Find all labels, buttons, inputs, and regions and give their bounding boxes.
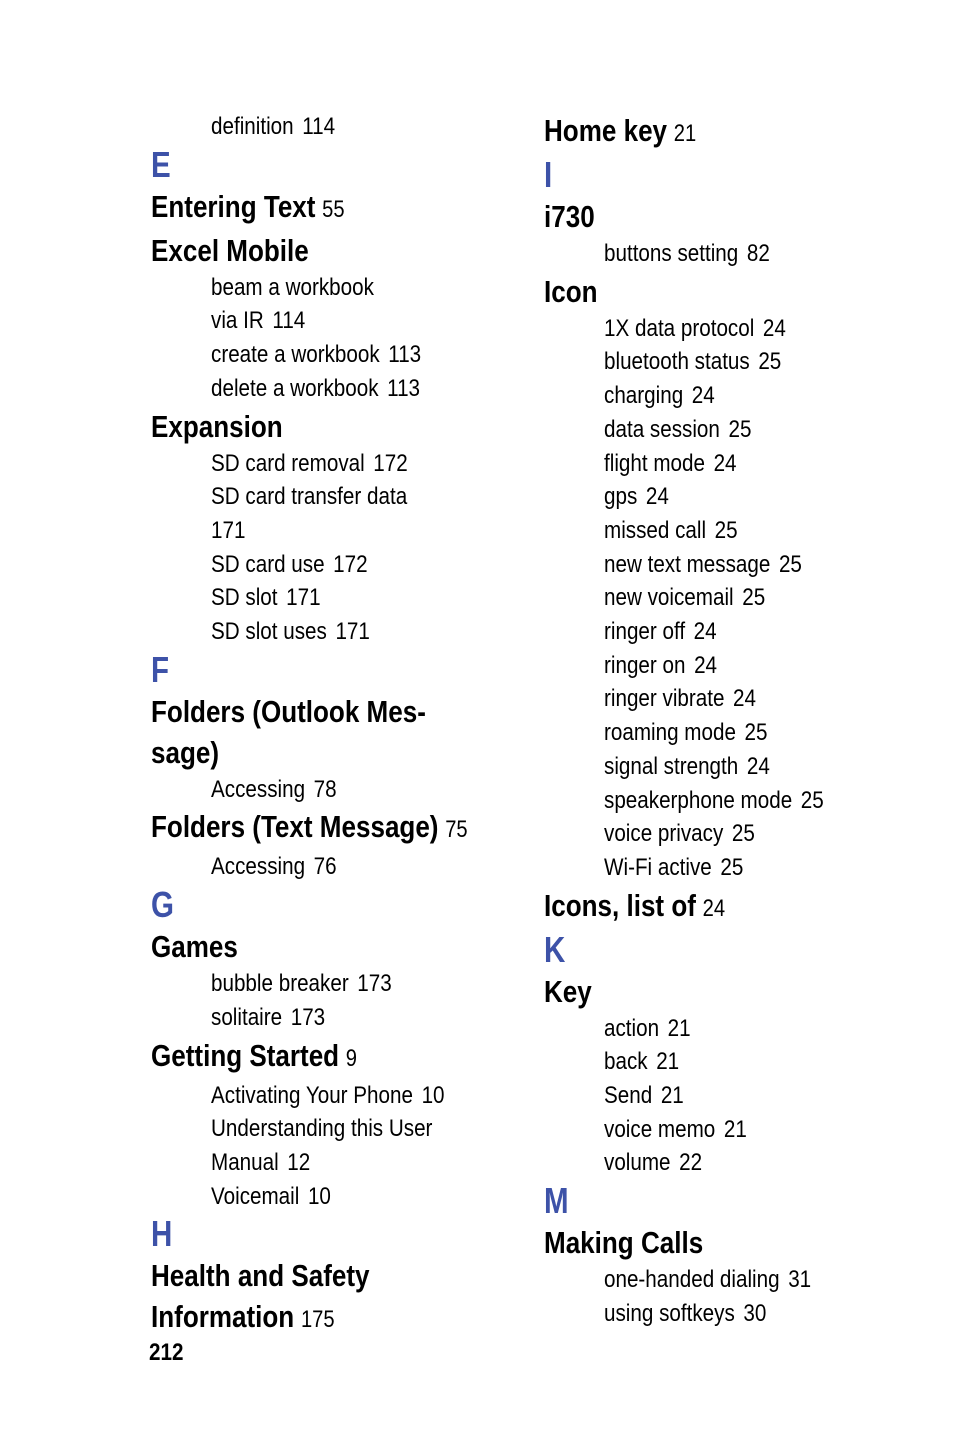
index-heading-entering-text <box>151 186 531 230</box>
index-subentry-text: new voicemail <box>604 584 734 612</box>
index-subentry <box>604 716 954 750</box>
index-entry <box>151 806 531 884</box>
index-letter-i: I <box>544 154 553 195</box>
index-subentry <box>604 447 954 481</box>
index-heading-page: 55 <box>322 195 345 223</box>
index-subentry-page: 25 <box>742 584 766 612</box>
index-subentry-text: Wi-Fi active <box>604 853 712 881</box>
index-heading-folders-text-message <box>151 806 531 850</box>
page-number: 212 <box>149 1339 184 1366</box>
index-entry <box>544 271 924 885</box>
index-subentry-text: buttons setting <box>604 240 739 267</box>
index-heading-games <box>151 926 531 967</box>
index-subentry <box>604 1113 954 1147</box>
index-subentry-text: missed call <box>604 516 707 544</box>
index-subentry-text: SD slot <box>211 584 278 612</box>
index-subentry-page: 171 <box>211 516 246 544</box>
index-subentry-page: 172 <box>333 550 368 578</box>
index-heading-text: Games <box>151 929 238 965</box>
index-subentry-page: 24 <box>691 382 715 410</box>
index-subentry <box>604 682 954 716</box>
index-subentry <box>211 967 590 1001</box>
index-subentry-page: 25 <box>731 820 755 848</box>
index-subentry <box>211 773 590 807</box>
index-subentry <box>211 1001 590 1035</box>
index-subentry <box>604 851 954 885</box>
index-subentry-page: 12 <box>287 1148 311 1176</box>
index-entry <box>151 186 531 230</box>
index-subentry <box>211 372 590 406</box>
index-subentry-page: 113 <box>388 341 422 369</box>
index-subentry <box>604 379 954 413</box>
index-subentry-text: bluetooth status <box>604 348 750 376</box>
index-heading-page: 9 <box>345 1044 358 1072</box>
index-subentry-page: 24 <box>762 314 786 342</box>
index-subentry-page: 25 <box>800 786 824 814</box>
index-subentry-page: 76 <box>313 853 337 881</box>
index-subentry-page: 24 <box>746 752 770 780</box>
index-heading-making-calls <box>544 1222 924 1263</box>
index-subentry-page: 25 <box>778 550 802 578</box>
index-letter-m: M <box>544 1180 569 1222</box>
index-subentry-text: speakerphone mode <box>604 786 793 814</box>
index-subentry-text: bubble breaker <box>211 970 349 998</box>
index-entry <box>544 971 924 1181</box>
index-subentry-page: 25 <box>744 719 768 747</box>
index-subentry-page: 24 <box>693 618 717 646</box>
index-subentry-page: 31 <box>788 1266 812 1294</box>
index-subentry-text: new text message <box>604 550 771 578</box>
index-subentry <box>211 271 590 338</box>
index-subentry <box>211 615 590 649</box>
index-letter-k: K <box>544 928 566 970</box>
index-subentry <box>604 1012 954 1046</box>
index-subentry-text: SD slot uses <box>211 618 327 646</box>
index-heading-home-key <box>544 110 924 154</box>
index-subentry-page: 24 <box>713 449 737 477</box>
index-heading-page: 24 <box>702 894 726 922</box>
index-subentry-text: ringer vibrate <box>604 685 725 713</box>
index-subentry-page: 114 <box>302 113 336 140</box>
index-subentry-page: 113 <box>387 374 421 402</box>
index-subentry <box>604 237 954 271</box>
index-heading-folders-outlook-mes-sage <box>151 691 531 773</box>
index-subentry <box>211 548 590 582</box>
index-entry <box>151 926 531 1034</box>
index-subentry-page: 173 <box>290 1003 326 1031</box>
index-subentry-page: 171 <box>335 618 370 646</box>
index-heading-expansion <box>151 406 531 447</box>
index-subentry-page: 78 <box>313 775 337 803</box>
index-heading-health-and-safety-information <box>151 1255 531 1340</box>
index-subentry-page: 25 <box>728 415 752 443</box>
index-subentry-text: create a workbook <box>211 341 380 369</box>
index-heading-icons-list-of <box>544 885 924 929</box>
index-subentry <box>604 649 954 683</box>
index-entry <box>151 1255 531 1340</box>
index-heading-i730 <box>544 196 924 237</box>
index-subentry <box>604 615 954 649</box>
index-subentry-page: 21 <box>660 1082 684 1110</box>
index-subentry-text: volume <box>604 1149 671 1177</box>
index-subentry <box>604 413 954 447</box>
index-subentry <box>211 1112 590 1179</box>
index-subentry-text: back <box>604 1048 648 1076</box>
index-subentry <box>211 338 590 372</box>
index-subentry-text: ringer off <box>604 618 686 646</box>
index-subentry-text: ringer on <box>604 651 686 679</box>
index-subentry-page: 10 <box>307 1182 331 1210</box>
index-subentry-page: 82 <box>746 240 770 267</box>
index-subentry <box>604 1297 954 1331</box>
index-heading-text: Home key <box>544 113 668 148</box>
index-subentry-text: charging <box>604 382 684 410</box>
index-subentry <box>211 480 590 547</box>
index-heading-page: 175 <box>300 1306 335 1334</box>
index-entry <box>151 230 531 406</box>
index-column-left <box>151 110 531 1340</box>
index-subentry <box>211 1079 590 1113</box>
index-heading-text: Getting Started <box>151 1037 340 1073</box>
index-subentry-page: 172 <box>373 449 408 477</box>
index-subentry-text: Accessing <box>211 775 306 803</box>
index-subentry <box>604 1263 954 1297</box>
index-subentry-page: 173 <box>357 970 392 998</box>
index-subentry-text: gps <box>604 483 638 511</box>
index-heading-page: 75 <box>445 816 468 844</box>
index-heading-icon <box>544 271 924 312</box>
index-subentry-text: beam a workbook via IR <box>211 273 374 335</box>
index-subentry-text: definition <box>211 113 294 140</box>
index-heading-text: Icons, list of <box>544 887 696 923</box>
index-entry <box>544 1222 924 1330</box>
index-subentry-text: SD card use <box>211 550 325 578</box>
index-subentry-text: Activating Your Phone <box>211 1081 413 1109</box>
index-subentry-text: SD card transfer data <box>211 483 408 511</box>
index-subentry-text: Voicemail <box>211 1182 300 1210</box>
index-entry <box>544 110 924 154</box>
index-subentry-text: Send <box>604 1082 653 1110</box>
index-heading-key <box>544 971 924 1012</box>
index-heading-text: Excel Mobile <box>151 232 309 268</box>
index-subentry-text: SD card removal <box>211 449 365 477</box>
index-subentry-page: 25 <box>758 348 782 376</box>
index-subentry-page: 21 <box>656 1048 680 1076</box>
index-letter-e: E <box>151 143 171 185</box>
index-subentry-page: 21 <box>723 1115 747 1143</box>
index-entry <box>151 110 531 144</box>
index-subentry <box>604 548 954 582</box>
index-subentry-page: 171 <box>286 584 321 612</box>
index-entry <box>151 691 531 807</box>
index-heading-text: Folders (Outlook Mes- sage) <box>151 693 426 770</box>
index-subentry-text: voice privacy <box>604 820 724 848</box>
index-subentry <box>211 850 590 884</box>
index-heading-text: Making Calls <box>544 1225 704 1261</box>
index-heading-text: i730 <box>544 199 595 234</box>
index-subentry <box>211 110 590 144</box>
index-subentry <box>604 345 954 379</box>
index-subentry <box>604 581 954 615</box>
index-heading-getting-started <box>151 1035 531 1079</box>
index-heading-text: Health and Safety Information <box>151 1258 370 1335</box>
index-subentry <box>604 1045 954 1079</box>
index-entry <box>544 196 924 271</box>
index-subentry-page: 30 <box>743 1299 767 1327</box>
index-heading-page: 21 <box>673 120 697 147</box>
index-subentry-page: 10 <box>421 1081 445 1109</box>
index-heading-text: Entering Text <box>151 188 316 224</box>
index-subentry <box>604 1146 954 1180</box>
index-subentry-text: one-handed dialing <box>604 1266 780 1294</box>
index-subentry-page: 24 <box>694 651 718 679</box>
index-heading-text: Folders (Text Message) <box>151 809 439 845</box>
index-heading-excel-mobile <box>151 230 531 271</box>
index-subentry-page: 24 <box>733 685 757 713</box>
index-letter-g: G <box>151 884 174 926</box>
index-subentry <box>604 514 954 548</box>
index-letter-h: H <box>151 1213 173 1255</box>
index-heading-text: Key <box>544 973 592 1009</box>
index-subentry-text: flight mode <box>604 449 705 477</box>
index-entry <box>151 1035 531 1214</box>
index-subentry-text: voice memo <box>604 1115 716 1143</box>
index-subentry-text: delete a workbook <box>211 374 379 402</box>
index-entry <box>544 885 924 929</box>
index-subentry-text: Accessing <box>211 853 306 881</box>
index-subentry-page: 22 <box>679 1149 703 1177</box>
index-subentry-text: using softkeys <box>604 1299 735 1327</box>
index-letter-f: F <box>151 648 170 690</box>
index-subentry-text: action <box>604 1014 660 1042</box>
index-subentry-text: data session <box>604 415 720 443</box>
index-subentry <box>604 312 954 346</box>
index-subentry <box>211 447 590 481</box>
index-subentry-text: solitaire <box>211 1003 283 1031</box>
index-subentry-text: Understanding this User Manual <box>211 1115 433 1176</box>
index-subentry <box>604 1079 954 1113</box>
index-entry <box>151 406 531 649</box>
index-subentry-page: 114 <box>272 307 306 335</box>
index-subentry <box>604 480 954 514</box>
index-subentry-page: 21 <box>667 1014 691 1042</box>
index-subentry <box>604 817 954 851</box>
index-subentry <box>211 1180 590 1214</box>
index-subentry-page: 25 <box>720 853 744 881</box>
index-subentry <box>604 750 954 784</box>
index-subentry-text: signal strength <box>604 752 739 780</box>
index-subentry <box>604 784 954 818</box>
index-subentry-text: 1X data protocol <box>604 314 755 342</box>
index-subentry-page: 24 <box>645 483 669 511</box>
index-subentry-page: 25 <box>714 516 738 544</box>
index-subentry <box>211 581 590 615</box>
index-heading-text: Icon <box>544 273 598 309</box>
index-subentry-text: roaming mode <box>604 719 736 747</box>
index-heading-text: Expansion <box>151 408 283 444</box>
index-column-right <box>544 110 924 1331</box>
